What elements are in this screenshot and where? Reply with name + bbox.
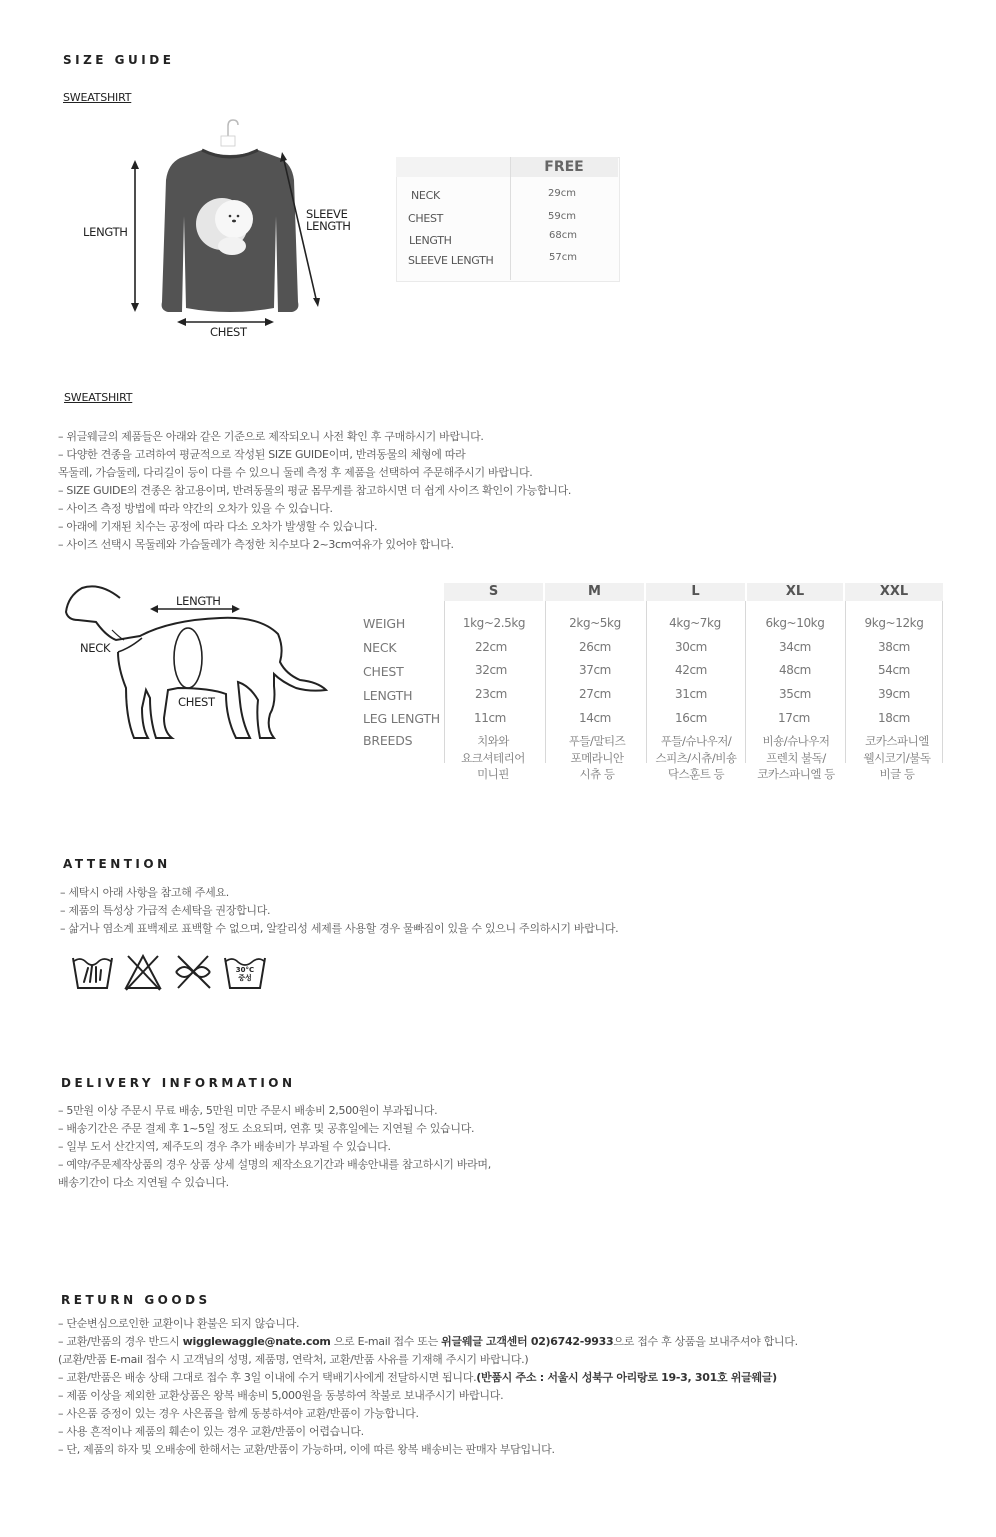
return-line: – 제품 이상을 제외한 교환상품은 왕복 배송비 5,000원을 동봉하여 착불로 보내주시기 바랍니다. [58,1389,504,1402]
free-table-header-blank [396,157,510,177]
sleeve-label-line2: LENGTH [306,219,351,233]
breed-line: 미니핀 [477,767,509,781]
cell-weigh: 4kg~7kg [669,616,721,630]
size-header-l: L [646,583,745,601]
note-line: – 사이즈 선택시 목둘레와 가슴둘레가 측정한 치수보다 2~3cm여유가 있어야 합니다. [58,538,454,551]
breed-line: 포메라니안 [570,750,624,765]
return-email: wigglewaggle@nate.com [182,1335,331,1348]
note-line: – 사이즈 측정 방법에 따라 약간의 오차가 있을 수 있습니다. [58,502,333,515]
row-label-neck: NECK [363,640,397,655]
cell-breeds [646,733,746,783]
breed-line: 푸들/말티즈 [568,734,626,748]
cell-length: 27cm [579,687,611,701]
size-guide-title: SIZE GUIDE [63,53,175,67]
cell-chest: 42cm [675,663,707,677]
dog-neck-label: NECK [80,641,111,655]
row-label-leg-length: LEG LENGTH [363,711,441,726]
free-row-value: 68cm [549,230,577,241]
cell-neck: 30cm [675,640,707,654]
delivery-line: – 일부 도서 산간지역, 제주도의 경우 추가 배송비가 부과될 수 있습니다. [58,1140,391,1153]
customer-center: 위글웨글 고객센터 02)6742-9933 [441,1335,614,1348]
free-row-label: LENGTH [409,234,452,247]
delivery-list [58,1102,491,1192]
size-header-xl: XL [747,583,843,601]
cell-weigh: 6kg~10kg [765,616,825,630]
cell-leg-length: 11cm [474,711,506,725]
breed-line: 푸들/슈나우저/ [660,734,732,748]
return-text: 으로 접수 후 상품을 보내주셔야 합니다. [613,1335,798,1348]
free-row-value: 29cm [548,188,576,199]
cell-neck: 34cm [779,640,811,654]
dog-chest-label: CHEST [178,695,215,709]
cell-leg-length: 14cm [579,711,611,725]
wash-temp: 30°C [235,966,255,974]
cell-leg-length: 18cm [878,711,910,725]
breed-line: 웰시코기/불독 [863,750,931,765]
note-line: – SIZE GUIDE의 견종은 참고용이며, 반려동물의 평균 몸무게를 참고하시면 더 쉽게 사이즈 확인이 가능합니다. [58,484,572,497]
size-header-m: M [545,583,644,601]
length-label: LENGTH [83,225,128,239]
free-table-divider [510,157,511,280]
delivery-line: 배송기간이 다소 지연될 수 있습니다. [58,1176,229,1189]
breed-line: 요크셔테리어 [461,750,525,765]
cell-chest: 32cm [475,663,507,677]
breed-line: 스피츠/시츄/비숑 [655,750,737,765]
free-row-value: 57cm [549,252,577,263]
row-label-breeds: BREEDS [363,733,413,748]
row-label-length: LENGTH [363,688,413,703]
free-row-label: CHEST [408,212,444,225]
row-label-weigh: WEIGH [363,616,406,631]
return-text: – 교환/반품은 배송 상태 그대로 접수 후 3일 이내에 수거 택배기사에게 전달하시면 됩니다. [58,1371,477,1384]
return-line [58,1333,798,1351]
no-wring-icon [172,952,214,992]
size-header-s: S [444,583,543,601]
note-line: – 아래에 기재된 치수는 공정에 따라 다소 오차가 발생할 수 있습니다. [58,520,378,533]
sweatshirt-notes-list [58,428,571,554]
free-row-label: SLEEVE LENGTH [408,254,494,267]
breed-line: 닥스훈트 등 [667,767,725,781]
cell-neck: 26cm [579,640,611,654]
cell-chest: 37cm [579,663,611,677]
cell-chest: 48cm [779,663,811,677]
free-row-label: NECK [411,189,440,202]
cell-breeds [746,733,846,783]
attention-line: – 삶거나 염소계 표백제로 표백할 수 없으며, 알칼리성 세제를 사용할 경우 물빠짐이 있을 수 있으니 주의하시기 바랍니다. [60,922,619,935]
return-text: – 교환/반품의 경우 반드시 [58,1335,183,1348]
note-line: 목둘레, 가슴둘레, 다리길이 등이 다를 수 있으니 둘레 측정 후 제품을 선택하여 주문해주시기 바랍니다. [58,466,533,479]
sweatshirt-notes-title: SWEATSHIRT [64,391,133,404]
cell-weigh: 2kg~5kg [569,616,621,630]
size-header-xxl: XXL [845,583,943,601]
dog-length-label: LENGTH [176,594,221,608]
free-table-header: FREE [510,157,618,177]
return-goods-title: RETURN GOODS [61,1293,211,1307]
return-line: – 사용 흔적이나 제품의 훼손이 있는 경우 교환/반품이 어렵습니다. [58,1425,364,1438]
breed-line: 코카스파니엘 [865,734,929,748]
return-goods-list [58,1315,798,1459]
wash-detergent: 중성 [238,974,252,982]
cell-length: 23cm [475,687,507,701]
wash-temp-label [231,966,259,982]
note-line: – 위글웨글의 제품들은 아래와 같은 기준으로 제작되오니 사전 확인 후 구매하시기 바랍니다. [58,430,484,443]
return-address: (반품시 주소 : 서울시 성북구 아리랑로 19-3, 301호 위글웨글) [476,1371,777,1384]
cell-leg-length: 16cm [675,711,707,725]
cell-neck: 38cm [878,640,910,654]
sleeve-length-label [306,208,351,232]
breed-line: 치와와 [477,734,509,748]
cell-weigh: 9kg~12kg [864,616,924,630]
breed-line: 비숑/슈나우저 [762,734,830,748]
cell-breeds [847,733,947,783]
attention-list [60,884,618,938]
cell-length: 31cm [675,687,707,701]
attention-title: ATTENTION [63,857,171,871]
return-line: – 단, 제품의 하자 및 오배송에 한해서는 교환/반품이 가능하며, 이에 따른 왕복 배송비는 판매자 부담입니다. [58,1443,555,1456]
cell-length: 35cm [779,687,811,701]
return-line: – 단순변심으로인한 교환이나 환불은 되지 않습니다. [58,1317,300,1330]
hand-wash-icon [70,952,115,992]
breed-line: 비글 등 [879,767,915,781]
breed-line: 코카스파니엘 등 [757,767,835,781]
attention-line: – 세탁시 아래 사항을 참고해 주세요. [60,886,229,899]
return-line: (교환/반품 E-mail 접수 시 고객님의 성명, 제품명, 연락처, 교환/반품 사유를 기재해 주시기 바랍니다.) [58,1353,529,1366]
return-line: – 사은품 증정이 있는 경우 사은품을 함께 동봉하셔야 교환/반품이 가능합니다. [58,1407,419,1420]
attention-line: – 제품의 특성상 가급적 손세탁을 권장합니다. [60,904,271,917]
note-line: – 다양한 견종을 고려하여 평균적으로 작성된 SIZE GUIDE이며, 반려동물의 체형에 따라 [58,448,466,461]
cell-breeds [547,733,647,783]
return-line [58,1369,798,1387]
sleeve-label-line1: SLEEVE [306,207,348,221]
delivery-line: – 5만원 이상 주문시 무료 배송, 5만원 미만 주문시 배송비 2,500원이 부과됩니다. [58,1104,438,1117]
cell-breeds [443,733,543,783]
return-text: 으로 E-mail 접수 또는 [330,1335,442,1348]
delivery-title: DELIVERY INFORMATION [61,1076,296,1090]
free-row-value: 59cm [548,211,576,222]
cell-leg-length: 17cm [778,711,810,725]
delivery-line: – 배송기간은 주문 결제 후 1~5일 정도 소요되며, 연휴 및 공휴일에는 지연될 수 있습니다. [58,1122,475,1135]
cell-chest: 54cm [878,663,910,677]
breed-line: 시츄 등 [579,767,615,781]
chest-label: CHEST [210,325,247,339]
cell-length: 39cm [878,687,910,701]
breed-line: 프렌치 불독/ [766,750,826,765]
sweatshirt-label: SWEATSHIRT [63,91,132,104]
cell-weigh: 1kg~2.5kg [462,616,526,630]
no-bleach-icon [122,952,164,992]
cell-neck: 22cm [475,640,507,654]
row-label-chest: CHEST [363,664,404,679]
delivery-line: – 예약/주문제작상품의 경우 상품 상세 설명의 제작소요기간과 배송안내를 참고하시기 바라며, [58,1158,491,1171]
